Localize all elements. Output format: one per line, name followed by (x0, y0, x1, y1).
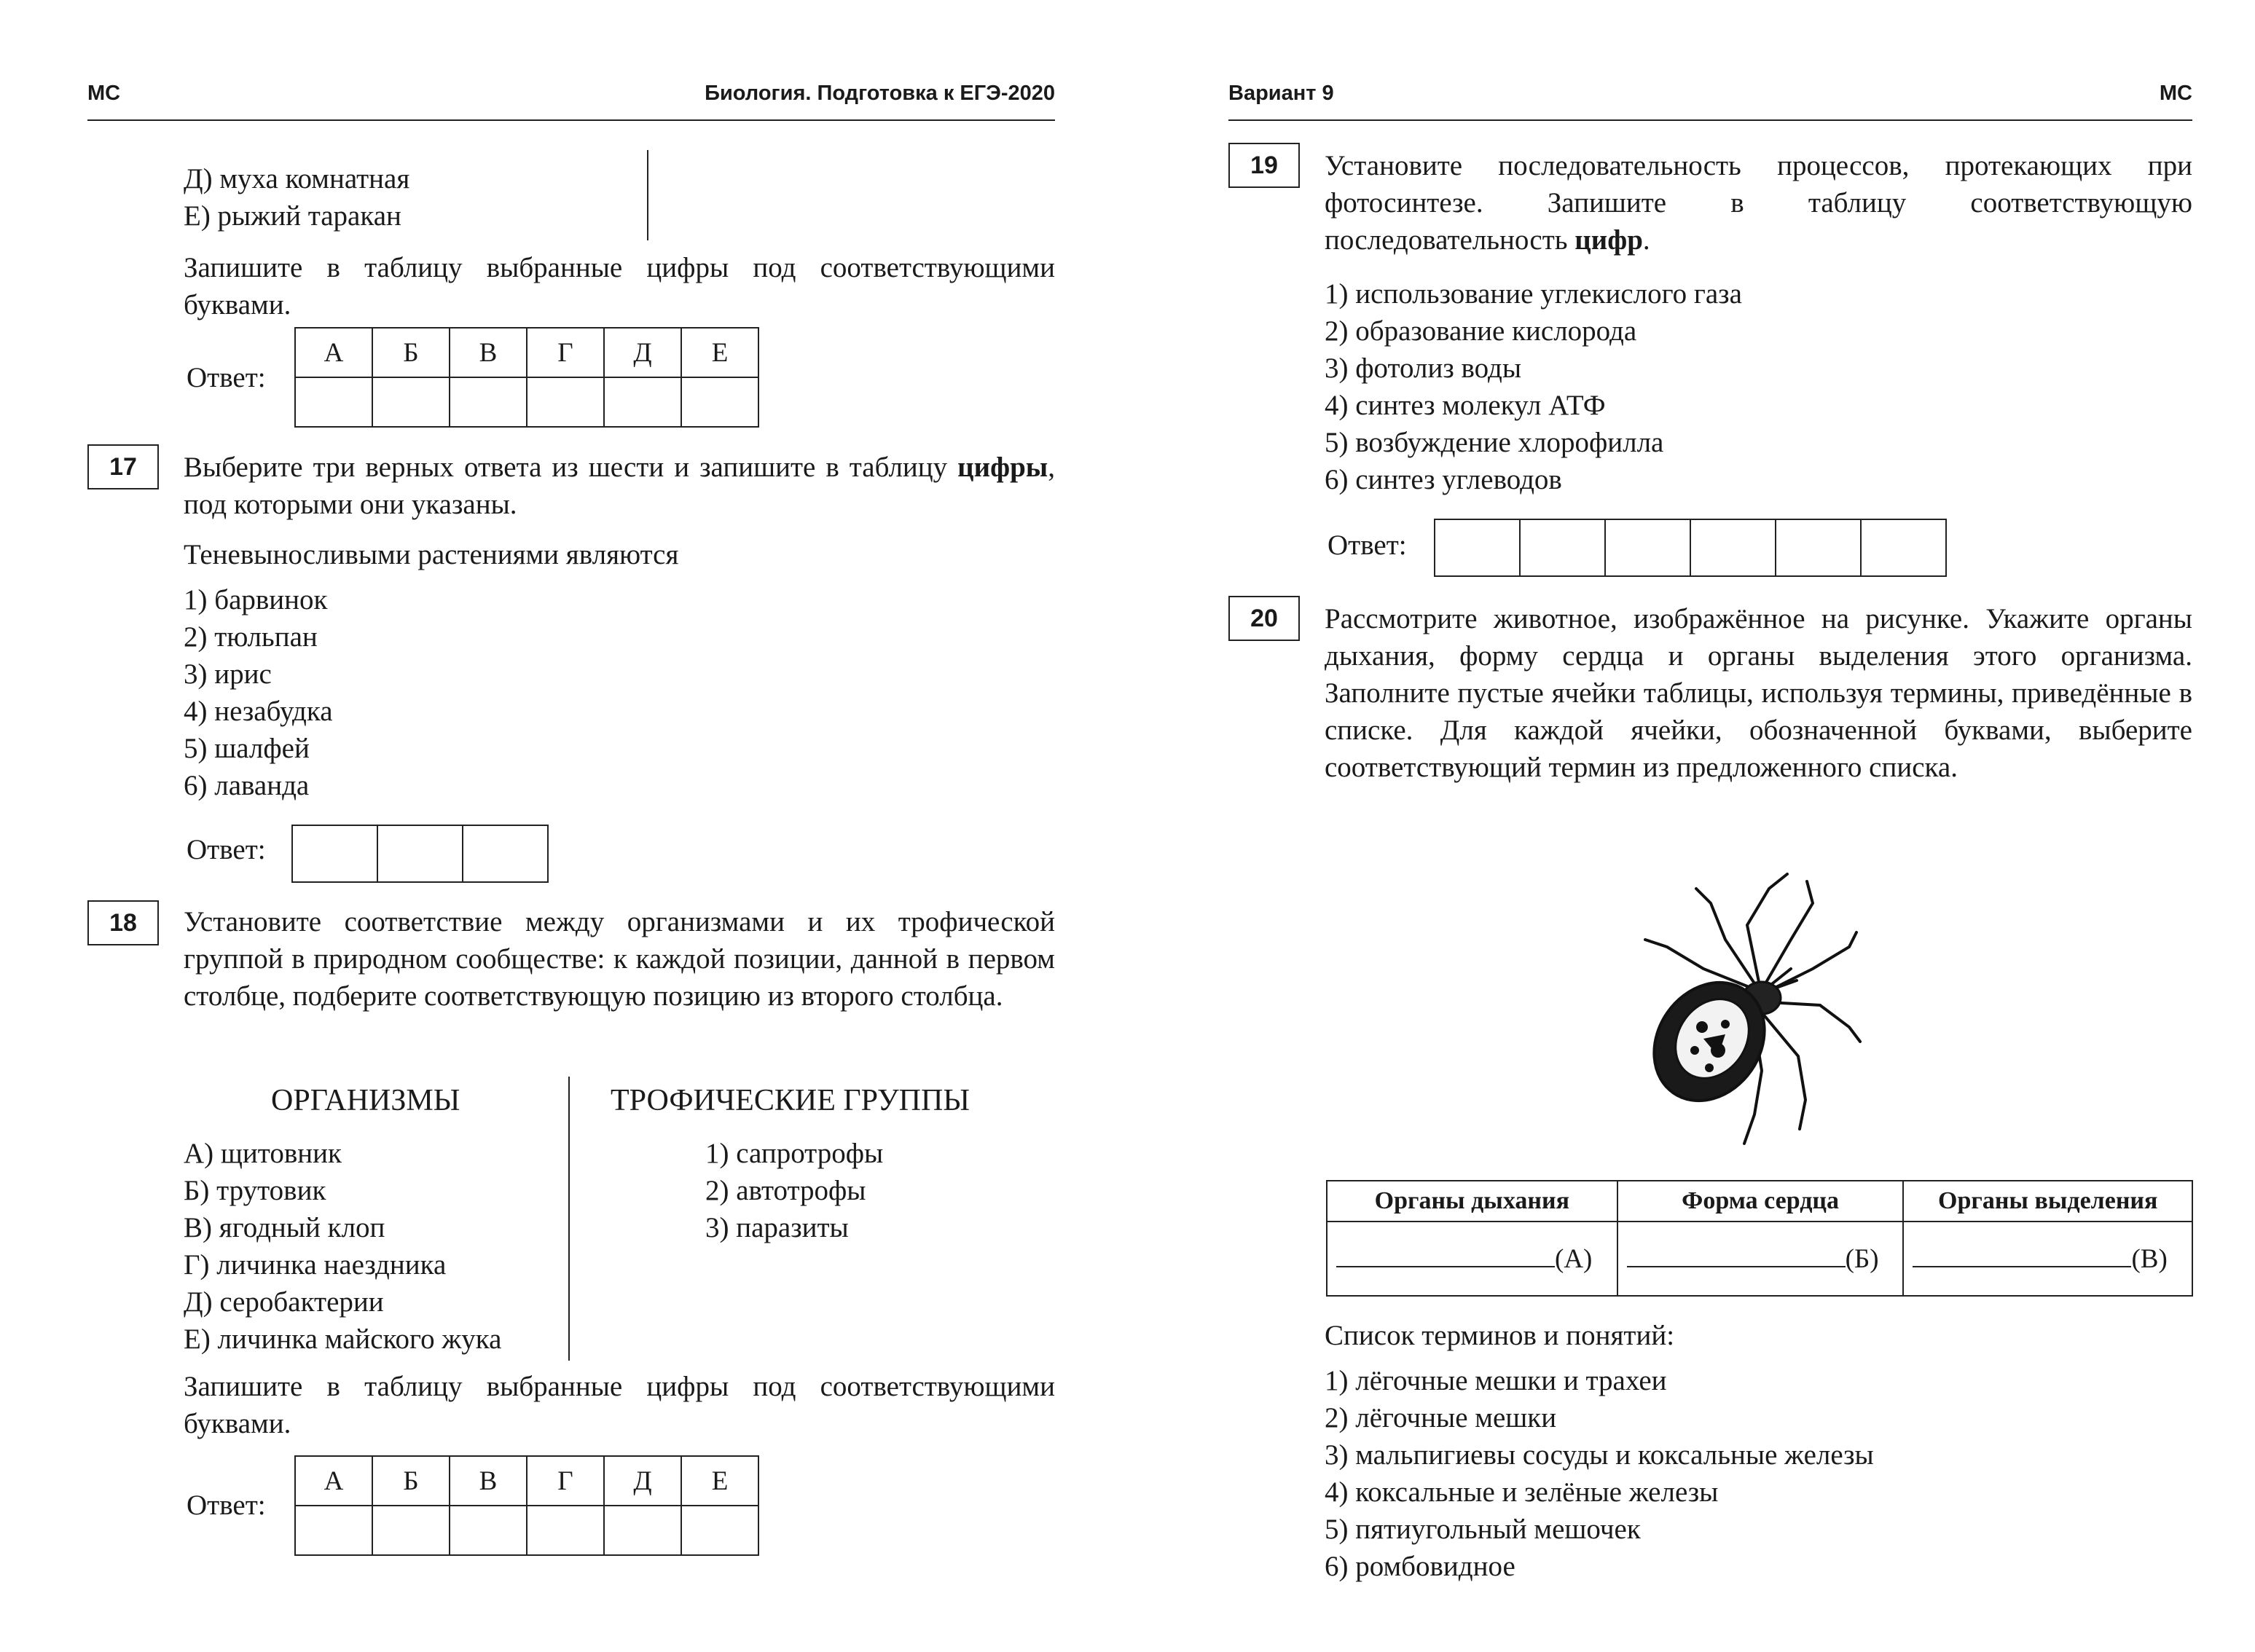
answer-cell[interactable] (450, 377, 527, 427)
list-item: Д) серобактерии (184, 1286, 384, 1318)
q16-answer-table (294, 327, 759, 428)
answer-cell[interactable] (1435, 519, 1520, 576)
header-rule (87, 119, 1055, 121)
answer-cell[interactable] (295, 377, 372, 427)
list-item: 4) незабудка (184, 696, 333, 727)
answer-cell[interactable] (527, 377, 604, 427)
letter-cell: В (450, 1456, 527, 1506)
answer-cell[interactable] (1690, 519, 1776, 576)
letter-cell: А (295, 328, 372, 377)
answer-cell[interactable] (527, 1506, 604, 1555)
list-item: 6) ромбовидное (1325, 1551, 1515, 1582)
answer-cell[interactable] (377, 825, 463, 882)
blank-line (1627, 1246, 1846, 1267)
letter-cell: Д (604, 1456, 681, 1506)
table-header: Органы выделения (1903, 1181, 2192, 1222)
answer-cell[interactable] (1520, 519, 1605, 576)
variant-title: Вариант 9 (1228, 82, 1334, 105)
list-item: Б) трутовик (184, 1175, 326, 1206)
answer-cell[interactable] (463, 825, 548, 882)
q18-instruction: Запишите в таблицу выбранные цифры под соответствующими буквами. (184, 1371, 1055, 1439)
list-item: Г) личинка наездника (184, 1249, 447, 1281)
q17-prompt: Теневыносливыми растениями являются (184, 539, 679, 570)
list-item: 3) фотолиз воды (1325, 353, 1522, 384)
answer-cell[interactable] (1861, 519, 1946, 576)
list-item: 3) мальпигиевы сосуды и коксальные железы (1325, 1439, 1874, 1471)
terms-list (1325, 1362, 1874, 1585)
list-item: 6) синтез углеводов (1325, 464, 1562, 495)
list-item: 2) образование кислорода (1325, 315, 1637, 347)
letter-cell: Г (527, 328, 604, 377)
fill-cell-v[interactable] (1903, 1222, 2192, 1296)
list-item: А) щитовник (184, 1138, 342, 1169)
column-divider (568, 1077, 570, 1361)
list-item: 2) автотрофы (705, 1175, 866, 1206)
column-divider (647, 150, 648, 240)
letter-cell: А (295, 1456, 372, 1506)
table-header: Форма сердца (1617, 1181, 1904, 1222)
q16-instruction: Запишите в таблицу выбранные цифры под соответствующими буквами. (184, 252, 1055, 320)
question-number-17: 17 (87, 444, 159, 489)
q17-text (184, 449, 1055, 523)
q20-organs-table (1326, 1180, 2193, 1297)
answer-label: Ответ: (1327, 530, 1407, 561)
letter-cell: В (450, 328, 527, 377)
list-item: 1) лёгочные мешки и трахеи (1325, 1365, 1667, 1396)
list-item: Е) личинка майского жука (184, 1323, 502, 1355)
question-number-18: 18 (87, 900, 159, 945)
q19-text (1325, 147, 2192, 259)
list-item: 4) синтез молекул АТФ (1325, 390, 1606, 421)
answer-cell[interactable] (604, 1506, 681, 1555)
q20-text: Рассмотрите животное, изображённое на рисунке. Укажите органы дыхания, форму сердца и органы выделения этого организма. Заполните пустые ячейки таблицы, используя термины, приведённые в списке. Для каждой ячейки, обозначенной буквами, выберите соответствующий термин из предложенного списка. (1325, 603, 2192, 783)
list-item: 6) лаванда (184, 770, 310, 801)
list-item: 3) ирис (184, 658, 272, 690)
letter-cell: Г (527, 1456, 604, 1506)
letter-cell: Б (372, 1456, 450, 1506)
list-item: 1) использование углекислого газа (1325, 278, 1742, 310)
fill-cell-b[interactable] (1617, 1222, 1904, 1296)
list-item: 2) тюльпан (184, 621, 318, 653)
terms-list-title: Список терминов и понятий: (1325, 1320, 1675, 1351)
q17-text-part: , под которыми они указаны. (184, 452, 1055, 520)
q19-text-part: . (1642, 224, 1650, 256)
letter-cell: Е (681, 328, 758, 377)
q19-text-part: Установите последовательность процессов, протекающих при фотосинтезе. Запишите в таблицу соответствующую последовательность (1325, 150, 2192, 256)
q18-answer-table (294, 1455, 759, 1556)
answer-label: Ответ: (187, 362, 266, 393)
fill-cell-a[interactable] (1327, 1222, 1617, 1296)
list-item: 4) коксальные и зелёные железы (1325, 1476, 1719, 1508)
answer-cell[interactable] (681, 1506, 758, 1555)
trophic-groups-heading: ТРОФИЧЕСКИЕ ГРУППЫ (611, 1084, 970, 1117)
cell-letter: (А) (1555, 1243, 1593, 1274)
list-item: 5) шалфей (184, 733, 310, 764)
letter-cell: Д (604, 328, 681, 377)
answer-cell[interactable] (1776, 519, 1861, 576)
list-item: 2) лёгочные мешки (1325, 1402, 1557, 1433)
q16-option-d: Д) муха комнатная (184, 163, 410, 194)
publisher-mark: МС (87, 82, 121, 105)
answer-cell[interactable] (450, 1506, 527, 1555)
organisms-heading: ОРГАНИЗМЫ (271, 1084, 460, 1117)
answer-cell[interactable] (1605, 519, 1690, 576)
list-item: 3) паразиты (705, 1212, 849, 1243)
cell-letter: (В) (2131, 1243, 2168, 1274)
list-item: 5) возбуждение хлорофилла (1325, 427, 1664, 458)
answer-cell[interactable] (372, 1506, 450, 1555)
question-number-20: 20 (1228, 596, 1300, 641)
answer-label: Ответ: (187, 1490, 266, 1521)
q17-text-bold: цифры (957, 452, 1048, 483)
question-number-19: 19 (1228, 143, 1300, 188)
q16-option-e: Е) рыжий таракан (184, 200, 401, 232)
organisms-list (184, 1135, 501, 1358)
list-item: 1) сапротрофы (705, 1138, 884, 1169)
spider-illustration (1616, 860, 1878, 1151)
answer-cell[interactable] (295, 1506, 372, 1555)
q17-answer-table (291, 825, 549, 883)
q19-text-bold: цифр (1574, 224, 1643, 256)
cell-letter: (Б) (1845, 1243, 1879, 1274)
book-title: Биология. Подготовка к ЕГЭ-2020 (705, 82, 1055, 105)
answer-cell[interactable] (681, 377, 758, 427)
list-item: 5) пятиугольный мешочек (1325, 1514, 1641, 1545)
blank-line (1913, 1246, 2131, 1267)
blank-line (1336, 1246, 1555, 1267)
q18-text: Установите соответствие между организмами и их трофической группой в природном сообществе: к каждой позиции, данной в первом столбце, подберите соответствующую позицию из второго столбца. (184, 906, 1055, 1012)
answer-cell[interactable] (372, 377, 450, 427)
trophic-groups-list (705, 1135, 883, 1246)
q17-text-part: Выберите три верных ответа из шести и запишите в таблицу (184, 452, 948, 483)
q17-options (184, 581, 333, 804)
table-header: Органы дыхания (1327, 1181, 1617, 1222)
answer-cell[interactable] (604, 377, 681, 427)
answer-label: Ответ: (187, 834, 266, 865)
publisher-mark: МС (2159, 82, 2192, 105)
list-item: 1) барвинок (184, 584, 328, 615)
letter-cell: Е (681, 1456, 758, 1506)
right-page (1128, 0, 2255, 1652)
header-rule (1228, 119, 2192, 121)
q19-answer-table (1434, 519, 1947, 577)
q19-options (1325, 275, 1742, 498)
letter-cell: Б (372, 328, 450, 377)
answer-cell[interactable] (292, 825, 377, 882)
list-item: В) ягодный клоп (184, 1212, 385, 1243)
